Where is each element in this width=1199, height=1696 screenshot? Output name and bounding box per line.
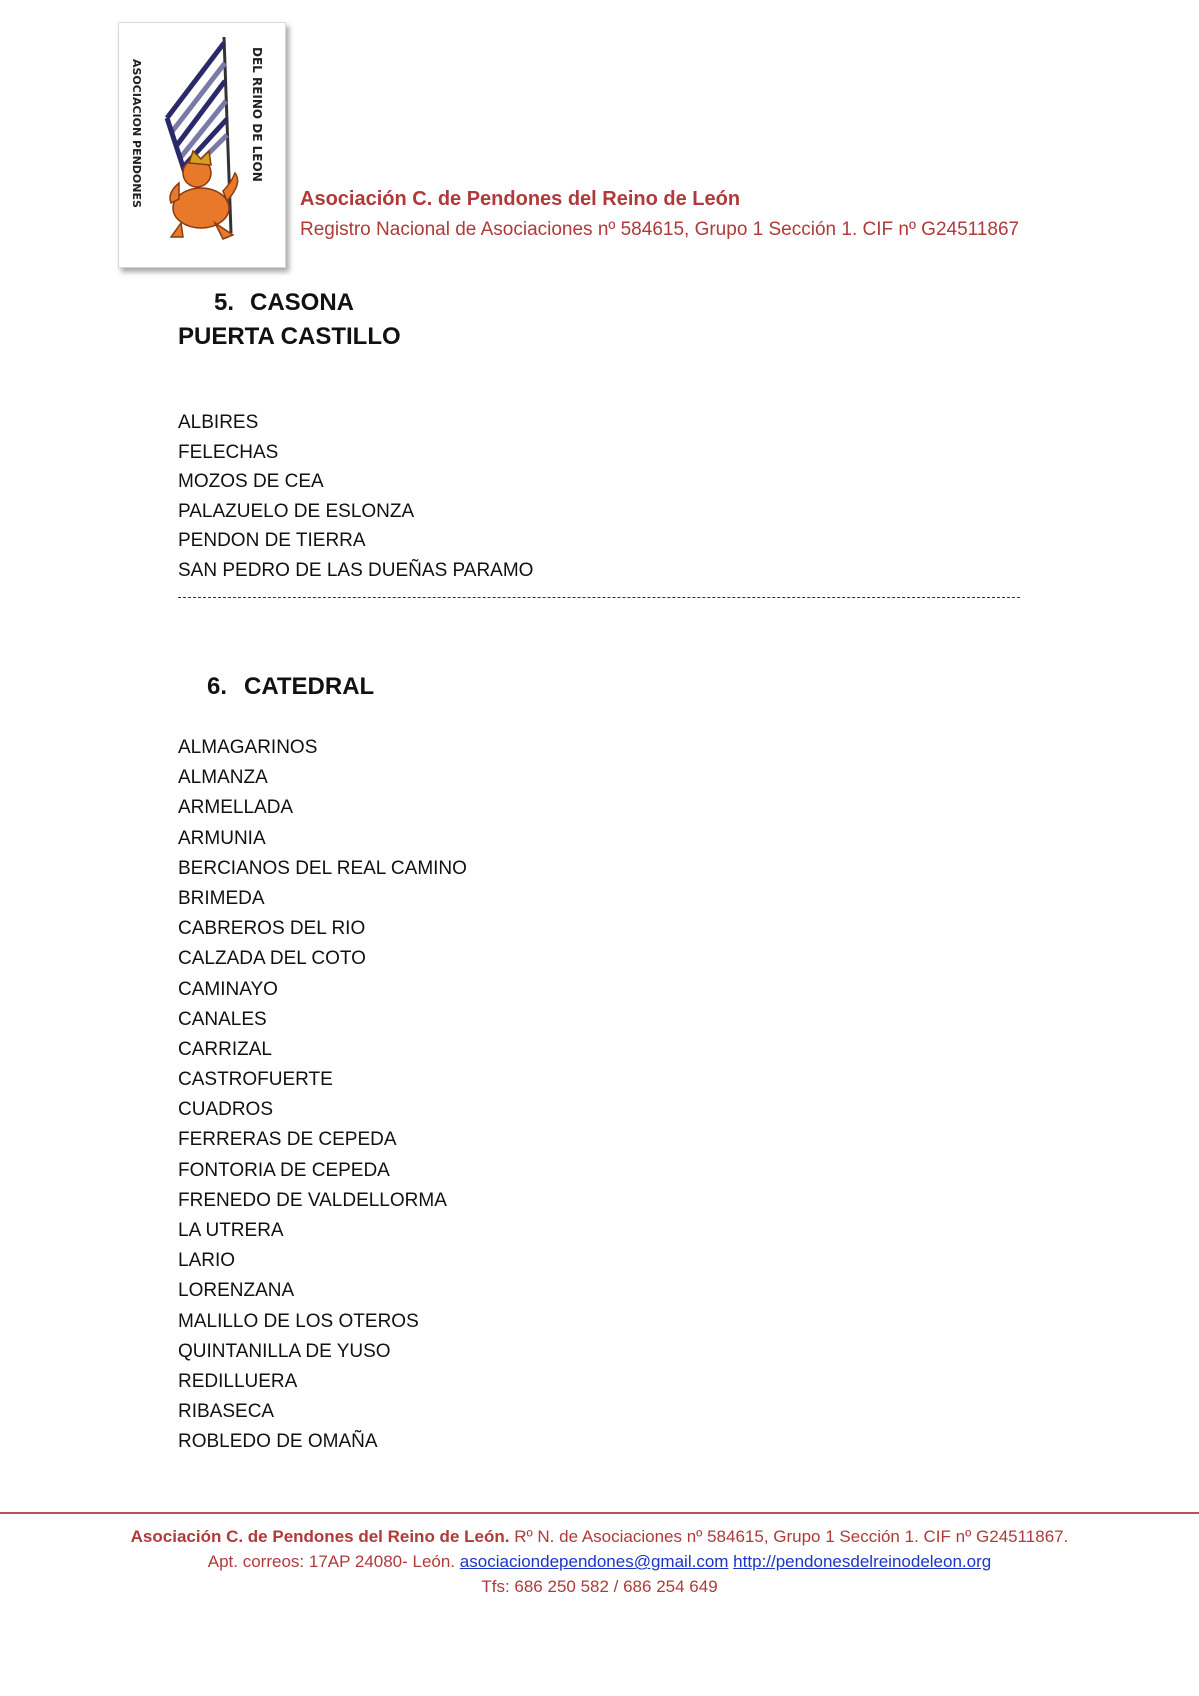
section-5-title: CASONA [250, 289, 355, 316]
footer-rule [0, 1512, 1199, 1514]
section-6-title: CATEDRAL [244, 673, 375, 700]
list-item: CARRIZAL [178, 1038, 272, 1060]
section-5-subtitle: PUERTA CASTILLO [178, 323, 401, 350]
list-item: BERCIANOS DEL REAL CAMINO [178, 857, 467, 879]
list-item: PENDON DE TIERRA [178, 530, 366, 552]
list-item: CUADROS [178, 1099, 274, 1121]
header-registry: Registro Nacional de Asociaciones nº 584615, Grupo 1 Sección 1. CIF nº G24511867 [300, 219, 1020, 240]
list-item: REDILLUERA [178, 1370, 298, 1392]
list-item: SAN PEDRO DE LAS DUEÑAS PARAMO [178, 559, 534, 581]
list-item: FELECHAS [178, 441, 279, 463]
list-item: CASTROFUERTE [178, 1069, 333, 1091]
list-item: ARMELLADA [178, 797, 294, 819]
section-5-list [178, 408, 533, 586]
footer-email-link[interactable]: asociaciondependones@gmail.com [459, 1552, 729, 1571]
list-item: QUINTANILLA DE YUSO [178, 1340, 391, 1362]
list-item: ARMUNIA [178, 827, 266, 849]
list-item: MOZOS DE CEA [178, 471, 324, 493]
svg-text:DEL REINO DE LEON: DEL REINO DE LEON [250, 47, 264, 182]
list-item: CANALES [178, 1008, 267, 1030]
list-item: ROBLEDO DE OMAÑA [178, 1431, 378, 1453]
list-item: RIBASECA [178, 1401, 275, 1423]
list-item: FERRERAS DE CEPEDA [178, 1129, 397, 1151]
footer-line-2 [0, 1552, 1199, 1572]
footer-address: Apt. correos: 17AP 24080- León. [207, 1552, 456, 1571]
list-item: LORENZANA [178, 1280, 295, 1302]
footer-registry: Rº N. de Asociaciones nº 584615, Grupo 1 Sección 1. CIF nº G24511867. [514, 1527, 1069, 1546]
list-item: CALZADA DEL COTO [178, 948, 366, 970]
list-item: FRENEDO DE VALDELLORMA [178, 1189, 447, 1211]
svg-text:ASOCIACION PENDONES: ASOCIACION PENDONES [130, 59, 143, 208]
list-item: BRIMEDA [178, 887, 265, 909]
list-item: ALBIRES [178, 412, 259, 433]
association-logo [118, 22, 286, 268]
footer-org-name: Asociación C. de Pendones del Reino de León. [130, 1527, 510, 1546]
list-item: LARIO [178, 1250, 236, 1272]
list-item: ALMAGARINOS [178, 737, 318, 758]
list-item: FONTORIA DE CEPEDA [178, 1159, 390, 1181]
footer-line-1 [0, 1527, 1199, 1547]
pendon-lion-logo-icon [119, 23, 285, 267]
section-6-list [178, 733, 467, 1458]
list-item: CABREROS DEL RIO [178, 918, 366, 940]
section-5-number: 5. [214, 289, 235, 316]
footer-website-link[interactable]: http://pendonesdelreinodeleon.org [733, 1552, 992, 1571]
list-item: CAMINAYO [178, 978, 278, 1000]
footer-phones: Tfs: 686 250 582 / 686 254 649 [481, 1577, 718, 1596]
list-item: ALMANZA [178, 767, 268, 789]
list-item: MALILLO DE LOS OTEROS [178, 1310, 419, 1332]
dashed-separator [178, 597, 1020, 598]
list-item: PALAZUELO DE ESLONZA [178, 500, 415, 522]
list-item: LA UTRERA [178, 1220, 284, 1241]
section-6-number: 6. [207, 673, 228, 700]
header-org-name: Asociación C. de Pendones del Reino de León [300, 188, 741, 210]
